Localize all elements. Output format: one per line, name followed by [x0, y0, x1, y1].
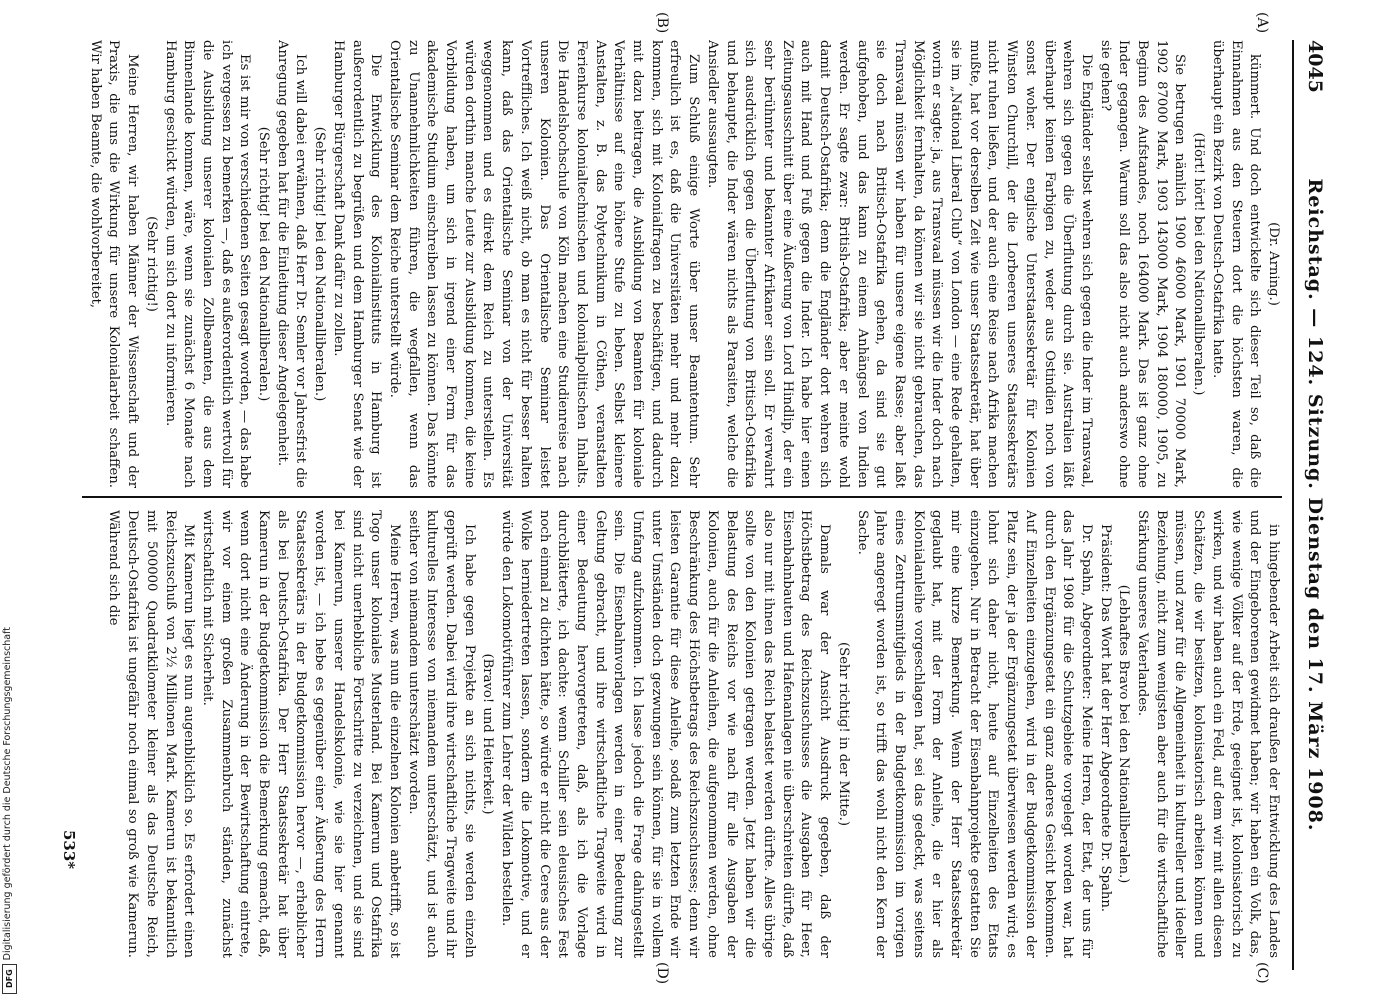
- dfg-logo: DFG: [2, 964, 17, 994]
- column-divider: [82, 496, 1282, 498]
- paragraph: (Sehr richtig! bei den Nationalliberalen.): [312, 126, 328, 402]
- header-rule: [1292, 40, 1294, 970]
- paragraph: (Sehr richtig!): [143, 216, 159, 312]
- paragraph: Damals war der Ansicht Ausdruck gegeben, daß der Höchstbetrag des Reichszuschusses die Ausgaben für Heer, Eisenbahnbauten und Hafenanlagen nie überschreiten dürfte, daß also nur mit ihnen das Reich belastet werden dürfte. Alles übrige sollte von den Kolonien getragen werden. Jetzt haben wir die Belastung des Reichs vor wie nach für alle Ausgaben der Kolonien, auch für die Anleihen, die aufgenommen werden, ohne Beschränkung des Höchstbetrags des Reichszuschusses; denn wir leisten Garantie für diese Anleihe, sodaß zum letzten Ende wir unter Umständen doch gezwungen sein können, für sie in vollem Umfang aufzukommen. Ich lasse jedoch die Frage dahingestellt sein. Die Eisenbahnvorlagen werden in einer Bedeutung zur Geltung gebracht, und ihre wirtschaftliche Tragweite wird in einer Bedeutung hervorgetreten, daß, als ich die Vorlage durchblätterte, ich dachte: wenn Schiller sein eleusisches Fest noch einmal zu dichten hätte, so würde er nicht die Ceres aus der Wolke herniedertreten lassen, sondern die Lokomotive, und er würde den Lokomotivführer zum Lehrer der Wilden bestellen.: [499, 510, 833, 958]
- page-number: 4045: [1304, 40, 1326, 93]
- paragraph: (Sehr richtig! in der Mitte.): [835, 642, 851, 826]
- paragraph: Meine Herren, was nun die einzelnen Kolonien anbetrifft, so ist Togo unser koloniales Musterland. Bei Kamerun und Ostafrika sind nicht unerhebliche Fortschritte zu verzeichnen, und sie sind bei Kamerun, unserer Handelskolonie, wie sie hier genannt worden ist, — ich hebe es gegenüber einer Äußerung des Herrn Staatssekretärs in der Budgetkommission hervor —, erheblicher als bei Deutsch-Ostafrika. Der Herr Staatssekretär hat über Kamerun in der Budgetkommission die Bemerkung gemacht, daß, wenn dort nicht eine Änderung in der Bewirtschaftung eintrete, wir vor einem großen Zusammenbruch ständen, zunächst wirtschaftlich mit Sicherheit.: [199, 510, 402, 958]
- paragraph: (Dr. Arning.): [1266, 222, 1281, 306]
- paragraph: (Sehr richtig! bei den Nationalliberalen.): [256, 126, 272, 402]
- paragraph: Die Engländer selbst wehren sich gegen die Inder im Transvaal, wehren sich gegen die Überflutung durch sie. Australien läßt überhaupt keinen Farbigen zu, weder aus Ostindien noch von sonst woher. Der englische Unterstaatssekretär für Kolonien Winston Churchill, der die Lorbeeren unseres Staatssekretärs nicht ruhen ließen, und der auch eine Reise nach Afrika machen mußte, hat vor derselben Zeit wie unser Staatssekretär, hat über sie im „National Liberal Club“ von London — eine Rede gehalten, worin er sagte: ja, aus Transvaal müssen wir die Inder doch nach Möglichkeit fernhalten, da können wir sie nicht gebrauchen, das Transvaal müssen wir haben für unsere eigene Rasse; aber laßt sie doch nach Britisch-Ostafrika gehen, da sind sie gut aufgehoben, und das kann zu einem Anhängsel von Indien werden. Er sagte zwar: British-Ostafrika; aber er meinte wohl damit Deutsch-Ostafrika; denn die Engländer dort wehren sich auch mit Hand und Fuß gegen die Inder. Ich habe hier einen Zeitungsausschnitt über eine Äußerung von Lord Hindlip, der ein sehr berühmter und bekannter Afrikaner sein soll. Er verwahrt sich ausdrücklich gegen die Überflutung von Britisch-Ostafrika und behauptet, die Inder wären nichts als Parasiten, welche die Ansiedler aussaugten.: [704, 40, 1094, 488]
- paragraph: Zum Schluß einige Worte über unser Beamtentum. Sehr erfreulich ist es, daß die Universitäten mehr und mehr dazu kommen, sich mit Kolonialfragen zu beschäftigen, und dadurch mit dazu beitragen, die Ausbildung von Beamten für koloniale Verhältnisse auf eine höhere Stufe zu heben. Selbst kleinere Anstalten, z. B. das Polytechnikum in Cöthen, veranstalten Ferienkurse kolonialtechnischen und kolonialpolitischen Inhalts. Die Handelshochschule von Köln machen eine Studienreise nach unseren Kolonien. Das Orientalische Seminar leistet Vortreffliches. Ich weiß nicht, ob man es nicht für besser halten kann, daß das Orientalische Seminar von der Universität weggenommen und es direkt dem Reich zu unterstellen. Es würden dorthin manche Leute zur Ausbildung kommen, die keine Vorbildung haben, um sich in irgend einer Form für das akademische Studium einschreiben lassen zu können. Das könnte zu Unannehmlichkeiten führen, die wegfallen, wenn das Orientalische Seminar dem Reiche unterstellt würde.: [386, 40, 702, 488]
- margin-marker-b: (B): [654, 12, 670, 34]
- paragraph: Dr. Spahn, Abgeordneter: Meine Herren, der Etat, der uns für das Jahr 1908 für die Schutzgebiete vorgelegt worden war, hat durch den Ergänzungsetat ein ganz anderes Gesicht bekommen. Auf Einzelheiten einzugehen, wird in der Budgetkommission der Platz sein, der ja der Ergänzungsetat überwiesen werden wird; es lohnt sich daher nicht, heute auf Einzelheiten des Etats einzugehen. Nur in Betracht der Eisenbahnprojekte gestatten Sie mir eine kurze Bemerkung. Wenn der Herr Staatssekretär geglaubt hat, mit der Form der Anleihe, die er hier als Kolonialanleihe vorgeschlagen hat, sei das gedeckt, was seitens eines Zentrumsmitglieds in der Budgetkommission im vorigen Jahre angeregt worden ist, so trifft das wohl nicht den Kern der Sache.: [854, 510, 1094, 958]
- page-header: [1288, 40, 1332, 970]
- dfg-credit: Digitalisierung gefördert durch die Deutsche Forschungsgemeinschaft: [2, 626, 13, 960]
- paragraph: kümmert. Und doch entwickelte sich dieser Teil so, daß die Einnahmen aus den Steuern dort die höchsten waren, die überhaupt ein Bezirk von Deutsch-Ostafrika hatte.: [1209, 40, 1263, 488]
- right-text-column: [82, 510, 1282, 958]
- paragraph: (Hört! hört! bei den Nationalliberalen.): [1191, 132, 1207, 396]
- paragraph: Sie betrugen nämlich 1900 46000 Mark, 1901 70000 Mark, 1902 87000 Mark, 1903 143000 Mark, 1904 180000, 1905, zu Beginn des Aufstandes, noch 164000 Mark. Das ist ganz ohne Inder gegangen. Warum soll das also nicht auch anderswo ohne sie gehen?: [1097, 40, 1188, 488]
- running-title: Reichstag. — 124. Sitzung. Dienstag den 17. März 1908.: [1304, 178, 1326, 832]
- paragraph: Es ist mir von verschiedenen Seiten gesagt worden, — das habe ich vergessen zu bemerken —, daß es außerordentlich wertvoll für die Ausbildung unserer kolonialen Zollbeamten, die aus dem Binnenlande kommen, wäre, wenn sie zunächst 6 Monate nach Hamburg geschickt würden, um sich dort zu informieren.: [162, 40, 253, 488]
- left-text-column: [82, 40, 1282, 488]
- paragraph: Meine Herren, wir haben Männer der Wissenschaft und der Praxis, die uns die Wirkung für unsere Kolonialarbeit schaffen. Wir haben Beamte, die wohlvorbereitet,: [87, 40, 141, 488]
- paragraph: Die Entwicklung des Kolonialinstituts in Hamburg ist außerordentlich zu begrüßen und dem Hamburger Senat wie der Hamburger Bürgerschaft Dank dafür zu zollen.: [330, 40, 384, 488]
- margin-marker-d: (D): [654, 962, 670, 985]
- scanned-page: [20, 0, 1360, 990]
- paragraph: Präsident: Das Wort hat der Herr Abgeordnete Dr. Spahn.: [1097, 524, 1113, 912]
- margin-marker-c: (C): [1254, 962, 1270, 984]
- paragraph: (Lebhaftes Bravo bei den Nationalliberalen.): [1116, 584, 1132, 884]
- margin-marker-a: (A): [1254, 12, 1270, 34]
- paragraph: Ich habe gegen Projekte an sich nichts, sie werden einzeln geprüft werden. Dabei wird ihre wirtschaftliche Tragweite und ihr kulturelles Interesse von niemandem unterschätzt, und ist auch seither von niemandem unterschätzt worden.: [405, 510, 477, 958]
- digitization-sidebar: [0, 0, 18, 1000]
- paragraph: Mit Kamerun liegt es nun augenblicklich so. Es erfordert einen Reichszuschuß von 2½ Millionen Mark. Kamerun ist bekanntlich mit 500000 Quadratkilometer kleiner als das Deutsche Reich, Deutsch-Ostafrika ist ungefähr noch einmal so groß wie Kamerun. Während sich die: [106, 510, 197, 958]
- paragraph: Ich will dabei erwähnen, daß Herr Dr. Semler vor Jahresfrist die Anregung gegeben hat für die Einleitung dieser Angelegenheit.: [274, 40, 309, 488]
- paragraph: in hingebender Arbeit sich draußen der Entwicklung des Landes und der Eingeborenen gewidmet haben; wir haben ein Volk, das, wie wenige Völker auf der Erde, geeignet ist, kolonisatorisch zu wirken, und wir haben auch ein Feld, auf dem wir mit allen diesen Schätzen, die wir besitzen, kolonisatorisch arbeiten können und müssen, und zwar für die Allgemeinheit in kultureller und ideeller Beziehung, nicht zum wenigsten aber auch für die wirtschaftliche Stärkung unseres Vaterlandes.: [1135, 510, 1281, 958]
- paragraph: (Bravo! und Heiterkeit.): [480, 653, 496, 815]
- signature-mark: 533*: [60, 830, 78, 870]
